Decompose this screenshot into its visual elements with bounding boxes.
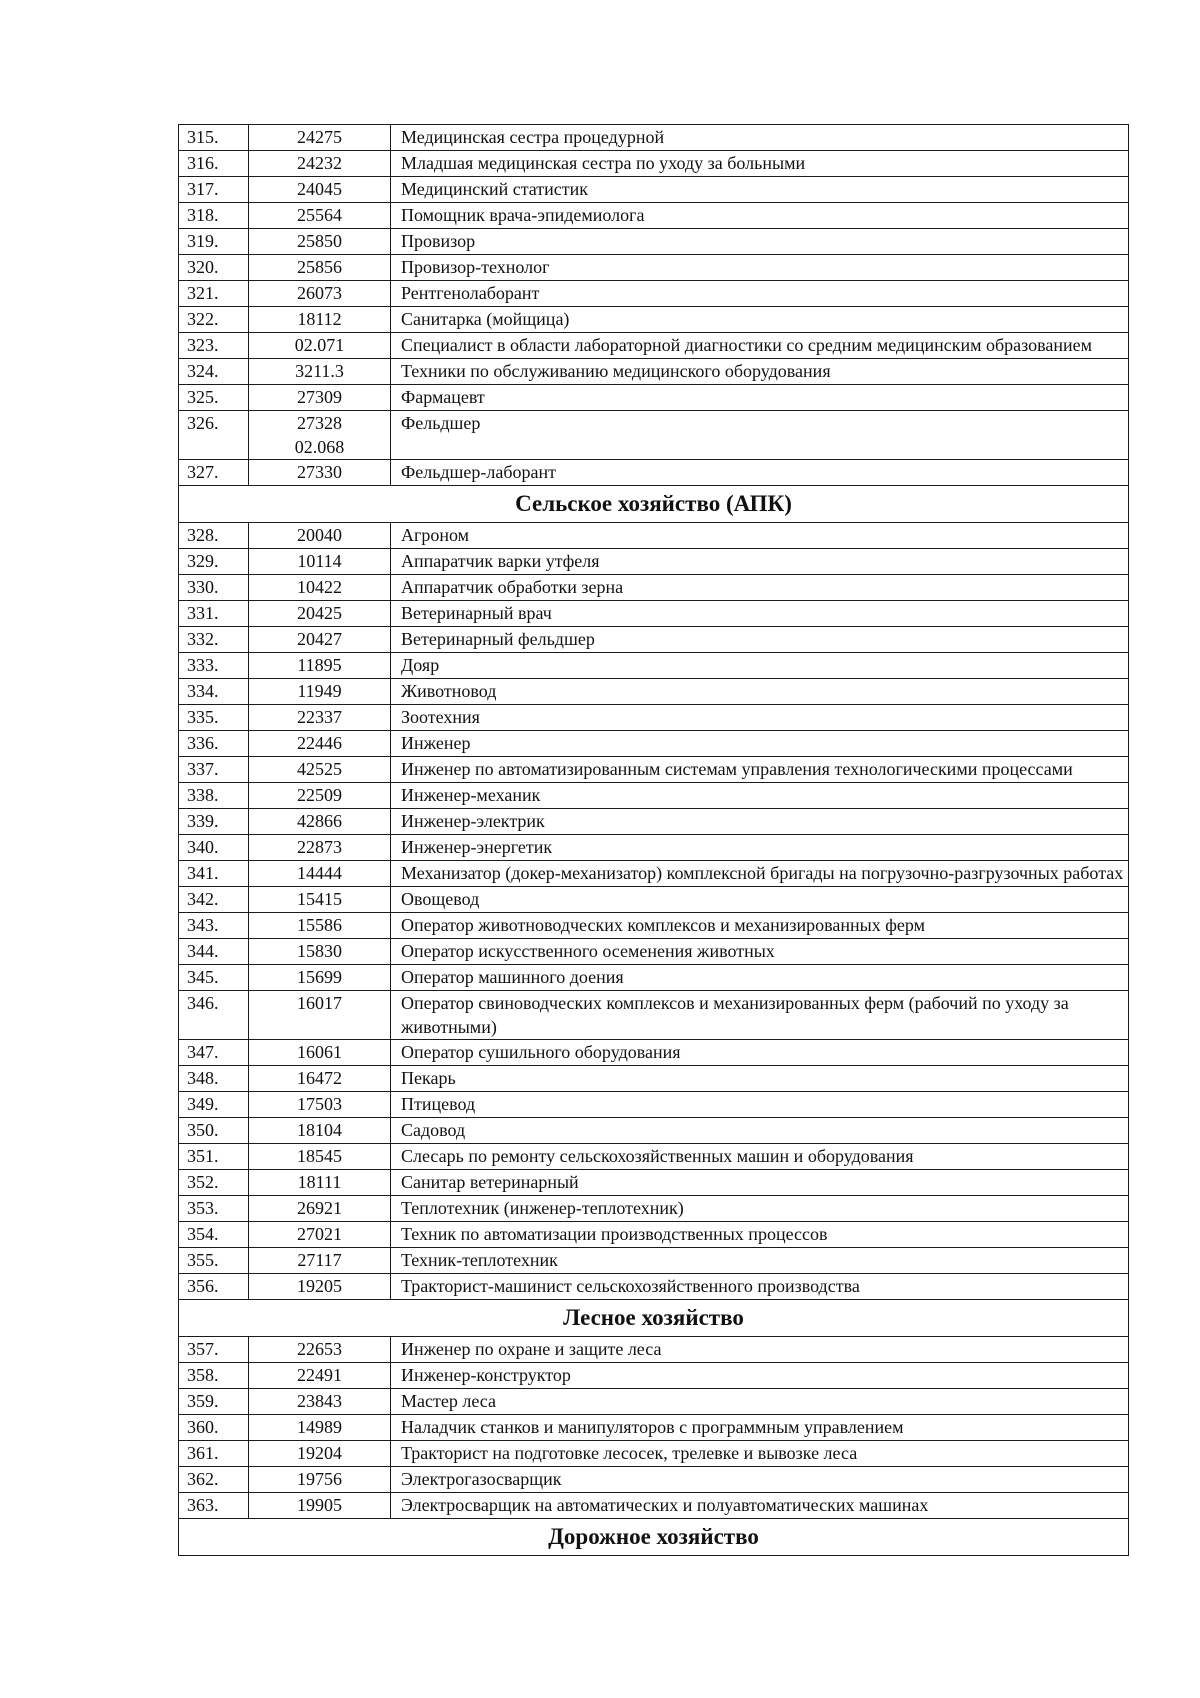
profession-code-cell <box>249 679 391 705</box>
table-row <box>179 460 1129 486</box>
profession-name: Механизатор (докер-механизатор) комплексной бригады на погрузочно-разгрузочных работах <box>391 861 1129 887</box>
table-row <box>179 1196 1129 1222</box>
row-number: 329. <box>179 549 249 575</box>
table-row <box>179 601 1129 627</box>
profession-code-cell <box>249 151 391 177</box>
table-row <box>179 939 1129 965</box>
profession-name: Оператор искусственного осеменения животных <box>391 939 1129 965</box>
profession-code-cell <box>249 1066 391 1092</box>
table-row <box>179 991 1129 1040</box>
profession-name: Теплотехник (инженер-теплотехник) <box>391 1196 1129 1222</box>
section-title: Лесное хозяйство <box>179 1300 1129 1337</box>
row-number: 352. <box>179 1170 249 1196</box>
profession-code: 24232 <box>297 153 342 173</box>
profession-code: 27330 <box>297 462 342 482</box>
profession-code: 19204 <box>297 1443 342 1463</box>
profession-name: Зоотехния <box>391 705 1129 731</box>
profession-code: 20427 <box>297 629 342 649</box>
table-row <box>179 203 1129 229</box>
profession-code: 42525 <box>297 759 342 779</box>
profession-name: Инженер по автоматизированным системам управления технологическими процессами <box>391 757 1129 783</box>
profession-code-cell <box>249 1144 391 1170</box>
profession-code: 26073 <box>297 283 342 303</box>
table-row <box>179 307 1129 333</box>
profession-code: 3211.3 <box>295 361 344 381</box>
row-number: 347. <box>179 1040 249 1066</box>
row-number: 341. <box>179 861 249 887</box>
profession-code-cell <box>249 1118 391 1144</box>
professions-table-body <box>179 125 1129 1556</box>
profession-code-cell <box>249 1222 391 1248</box>
profession-name: Помощник врача-эпидемиолога <box>391 203 1129 229</box>
profession-name: Медицинская сестра процедурной <box>391 125 1129 151</box>
row-number: 350. <box>179 1118 249 1144</box>
profession-name: Оператор животноводческих комплексов и механизированных ферм <box>391 913 1129 939</box>
profession-code-cell <box>249 255 391 281</box>
profession-code-cell <box>249 913 391 939</box>
profession-name: Дояр <box>391 653 1129 679</box>
profession-code: 10422 <box>297 577 342 597</box>
table-row <box>179 281 1129 307</box>
profession-code-cell <box>249 177 391 203</box>
profession-name: Санитар ветеринарный <box>391 1170 1129 1196</box>
table-row <box>179 731 1129 757</box>
profession-code: 15699 <box>297 967 342 987</box>
profession-name: Оператор сушильного оборудования <box>391 1040 1129 1066</box>
profession-code-cell <box>249 549 391 575</box>
table-row <box>179 705 1129 731</box>
table-row <box>179 1248 1129 1274</box>
profession-code-cell <box>249 627 391 653</box>
profession-code: 27021 <box>297 1224 342 1244</box>
table-row <box>179 809 1129 835</box>
section-title: Дорожное хозяйство <box>179 1519 1129 1556</box>
profession-code-cell <box>249 1441 391 1467</box>
profession-code: 18545 <box>297 1146 342 1166</box>
section-header-row <box>179 1519 1129 1556</box>
profession-code-cell <box>249 861 391 887</box>
profession-name: Аппаратчик обработки зерна <box>391 575 1129 601</box>
row-number: 316. <box>179 151 249 177</box>
row-number: 356. <box>179 1274 249 1300</box>
profession-code-cell <box>249 229 391 255</box>
profession-code: 11895 <box>297 655 342 675</box>
profession-name: Младшая медицинская сестра по уходу за больными <box>391 151 1129 177</box>
row-number: 353. <box>179 1196 249 1222</box>
profession-code: 20425 <box>297 603 342 623</box>
row-number: 330. <box>179 575 249 601</box>
profession-code: 24045 <box>297 179 342 199</box>
profession-code-cell <box>249 1493 391 1519</box>
profession-name: Ветеринарный врач <box>391 601 1129 627</box>
profession-code: 11949 <box>297 681 342 701</box>
profession-name: Инженер-электрик <box>391 809 1129 835</box>
profession-code-cell <box>249 731 391 757</box>
table-row <box>179 1467 1129 1493</box>
profession-code: 02.068 <box>294 437 345 457</box>
section-header-row <box>179 486 1129 523</box>
profession-code: 14444 <box>297 863 342 883</box>
profession-code: 19756 <box>297 1469 342 1489</box>
table-row <box>179 861 1129 887</box>
profession-code-cell <box>249 359 391 385</box>
table-row <box>179 757 1129 783</box>
profession-code: 26921 <box>297 1198 342 1218</box>
profession-name: Электросварщик на автоматических и полуавтоматических машинах <box>391 1493 1129 1519</box>
profession-name: Фельдшер-лаборант <box>391 460 1129 486</box>
row-number: 328. <box>179 523 249 549</box>
profession-code: 27117 <box>297 1250 342 1270</box>
table-row <box>179 1118 1129 1144</box>
profession-code-cell <box>249 939 391 965</box>
table-row <box>179 151 1129 177</box>
profession-code-cell <box>249 887 391 913</box>
table-row <box>179 1389 1129 1415</box>
section-title: Сельское хозяйство (АПК) <box>179 486 1129 523</box>
profession-code-cell <box>249 653 391 679</box>
profession-code-cell <box>249 385 391 411</box>
profession-code-cell <box>249 965 391 991</box>
profession-code-cell <box>249 411 391 460</box>
table-row <box>179 835 1129 861</box>
profession-code: 18111 <box>297 1172 342 1192</box>
row-number: 318. <box>179 203 249 229</box>
row-number: 332. <box>179 627 249 653</box>
table-row <box>179 125 1129 151</box>
profession-code: 18112 <box>297 309 342 329</box>
row-number: 358. <box>179 1363 249 1389</box>
profession-name: Животновод <box>391 679 1129 705</box>
profession-code-cell <box>249 281 391 307</box>
row-number: 321. <box>179 281 249 307</box>
profession-code: 15830 <box>297 941 342 961</box>
table-row <box>179 1040 1129 1066</box>
profession-code: 22446 <box>297 733 342 753</box>
profession-code-cell <box>249 783 391 809</box>
profession-code: 10114 <box>297 551 342 571</box>
row-number: 359. <box>179 1389 249 1415</box>
table-row <box>179 255 1129 281</box>
table-row <box>179 783 1129 809</box>
table-row <box>179 1092 1129 1118</box>
row-number: 342. <box>179 887 249 913</box>
row-number: 338. <box>179 783 249 809</box>
row-number: 320. <box>179 255 249 281</box>
profession-name: Инженер по охране и защите леса <box>391 1337 1129 1363</box>
row-number: 339. <box>179 809 249 835</box>
profession-code: 27328 <box>297 413 342 433</box>
profession-name: Электрогазосварщик <box>391 1467 1129 1493</box>
row-number: 362. <box>179 1467 249 1493</box>
row-number: 336. <box>179 731 249 757</box>
row-number: 344. <box>179 939 249 965</box>
row-number: 357. <box>179 1337 249 1363</box>
profession-code: 15415 <box>297 889 342 909</box>
table-row <box>179 1144 1129 1170</box>
profession-code: 19205 <box>297 1276 342 1296</box>
table-row <box>179 1441 1129 1467</box>
profession-code-cell <box>249 523 391 549</box>
profession-name: Птицевод <box>391 1092 1129 1118</box>
profession-code-cell <box>249 1274 391 1300</box>
profession-code-cell <box>249 1040 391 1066</box>
profession-code: 17503 <box>297 1094 342 1114</box>
table-row <box>179 1222 1129 1248</box>
table-row <box>179 679 1129 705</box>
row-number: 324. <box>179 359 249 385</box>
profession-name: Тракторист-машинист сельскохозяйственного производства <box>391 1274 1129 1300</box>
profession-name: Аппаратчик варки утфеля <box>391 549 1129 575</box>
profession-name: Агроном <box>391 523 1129 549</box>
profession-code: 27309 <box>297 387 342 407</box>
table-row <box>179 333 1129 359</box>
table-row <box>179 1066 1129 1092</box>
profession-code: 22337 <box>297 707 342 727</box>
profession-code: 25850 <box>297 231 342 251</box>
profession-name: Инженер <box>391 731 1129 757</box>
row-number: 326. <box>179 411 249 460</box>
row-number: 323. <box>179 333 249 359</box>
profession-code: 22491 <box>297 1365 342 1385</box>
profession-name: Слесарь по ремонту сельскохозяйственных машин и оборудования <box>391 1144 1129 1170</box>
row-number: 315. <box>179 125 249 151</box>
row-number: 319. <box>179 229 249 255</box>
profession-name: Специалист в области лабораторной диагностики со средним медицинским образованием <box>391 333 1129 359</box>
profession-code-cell <box>249 575 391 601</box>
row-number: 345. <box>179 965 249 991</box>
profession-code-cell <box>249 307 391 333</box>
profession-code-cell <box>249 1467 391 1493</box>
profession-code-cell <box>249 1389 391 1415</box>
profession-code: 16017 <box>297 993 342 1013</box>
section-header-row <box>179 1300 1129 1337</box>
table-row <box>179 653 1129 679</box>
profession-name: Техники по обслуживанию медицинского оборудования <box>391 359 1129 385</box>
profession-code-cell <box>249 809 391 835</box>
table-row <box>179 359 1129 385</box>
profession-code: 23843 <box>297 1391 342 1411</box>
profession-code: 02.071 <box>294 335 345 355</box>
profession-code: 19905 <box>297 1495 342 1515</box>
profession-name: Тракторист на подготовке лесосек, трелевке и вывозке леса <box>391 1441 1129 1467</box>
table-row <box>179 385 1129 411</box>
profession-code: 20040 <box>297 525 342 545</box>
profession-code-cell <box>249 1248 391 1274</box>
profession-code: 25856 <box>297 257 342 277</box>
profession-name: Мастер леса <box>391 1389 1129 1415</box>
profession-code: 16061 <box>297 1042 342 1062</box>
profession-name: Медицинский статистик <box>391 177 1129 203</box>
row-number: 325. <box>179 385 249 411</box>
profession-code: 22653 <box>297 1339 342 1359</box>
profession-name: Пекарь <box>391 1066 1129 1092</box>
table-row <box>179 549 1129 575</box>
row-number: 317. <box>179 177 249 203</box>
table-row <box>179 1170 1129 1196</box>
table-row <box>179 627 1129 653</box>
profession-code-cell <box>249 1337 391 1363</box>
row-number: 337. <box>179 757 249 783</box>
row-number: 361. <box>179 1441 249 1467</box>
table-row <box>179 1493 1129 1519</box>
profession-code: 22873 <box>297 837 342 857</box>
row-number: 346. <box>179 991 249 1040</box>
table-row <box>179 913 1129 939</box>
profession-name: Оператор свиноводческих комплексов и механизированных ферм (рабочий по уходу за животными) <box>391 991 1129 1040</box>
profession-code-cell <box>249 757 391 783</box>
table-row <box>179 229 1129 255</box>
profession-code: 18104 <box>297 1120 342 1140</box>
profession-code: 24275 <box>297 127 342 147</box>
profession-name: Инженер-конструктор <box>391 1363 1129 1389</box>
row-number: 335. <box>179 705 249 731</box>
profession-name: Техник-теплотехник <box>391 1248 1129 1274</box>
row-number: 343. <box>179 913 249 939</box>
table-row <box>179 523 1129 549</box>
table-row <box>179 575 1129 601</box>
profession-code-cell <box>249 333 391 359</box>
row-number: 349. <box>179 1092 249 1118</box>
profession-code-cell <box>249 991 391 1040</box>
profession-code-cell <box>249 705 391 731</box>
document-page <box>178 124 1128 1556</box>
profession-code: 15586 <box>297 915 342 935</box>
profession-name: Наладчик станков и манипуляторов с программным управлением <box>391 1415 1129 1441</box>
profession-code-cell <box>249 203 391 229</box>
row-number: 327. <box>179 460 249 486</box>
profession-name: Техник по автоматизации производственных процессов <box>391 1222 1129 1248</box>
profession-code-cell <box>249 1196 391 1222</box>
profession-code: 14989 <box>297 1417 342 1437</box>
table-row <box>179 177 1129 203</box>
profession-code: 16472 <box>297 1068 342 1088</box>
profession-name: Рентгенолаборант <box>391 281 1129 307</box>
profession-code-cell <box>249 601 391 627</box>
table-row <box>179 1415 1129 1441</box>
table-row <box>179 965 1129 991</box>
professions-table <box>178 124 1129 1556</box>
profession-name: Провизор-технолог <box>391 255 1129 281</box>
profession-code: 22509 <box>297 785 342 805</box>
row-number: 331. <box>179 601 249 627</box>
profession-code: 25564 <box>297 205 342 225</box>
row-number: 360. <box>179 1415 249 1441</box>
row-number: 351. <box>179 1144 249 1170</box>
profession-name: Садовод <box>391 1118 1129 1144</box>
table-row <box>179 887 1129 913</box>
profession-code-cell <box>249 1363 391 1389</box>
row-number: 348. <box>179 1066 249 1092</box>
profession-name: Инженер-энергетик <box>391 835 1129 861</box>
profession-code-cell <box>249 835 391 861</box>
profession-code-cell <box>249 125 391 151</box>
table-row <box>179 1363 1129 1389</box>
row-number: 354. <box>179 1222 249 1248</box>
row-number: 355. <box>179 1248 249 1274</box>
table-row <box>179 1274 1129 1300</box>
profession-code-cell <box>249 460 391 486</box>
profession-name: Овощевод <box>391 887 1129 913</box>
profession-name: Фармацевт <box>391 385 1129 411</box>
profession-name: Санитарка (мойщица) <box>391 307 1129 333</box>
profession-name: Инженер-механик <box>391 783 1129 809</box>
row-number: 363. <box>179 1493 249 1519</box>
profession-code-cell <box>249 1092 391 1118</box>
table-row <box>179 411 1129 460</box>
profession-name: Оператор машинного доения <box>391 965 1129 991</box>
profession-code-cell <box>249 1415 391 1441</box>
row-number: 340. <box>179 835 249 861</box>
profession-code-cell <box>249 1170 391 1196</box>
table-row <box>179 1337 1129 1363</box>
row-number: 322. <box>179 307 249 333</box>
profession-code: 42866 <box>297 811 342 831</box>
profession-name: Ветеринарный фельдшер <box>391 627 1129 653</box>
row-number: 333. <box>179 653 249 679</box>
profession-name: Провизор <box>391 229 1129 255</box>
profession-name: Фельдшер <box>391 411 1129 460</box>
row-number: 334. <box>179 679 249 705</box>
